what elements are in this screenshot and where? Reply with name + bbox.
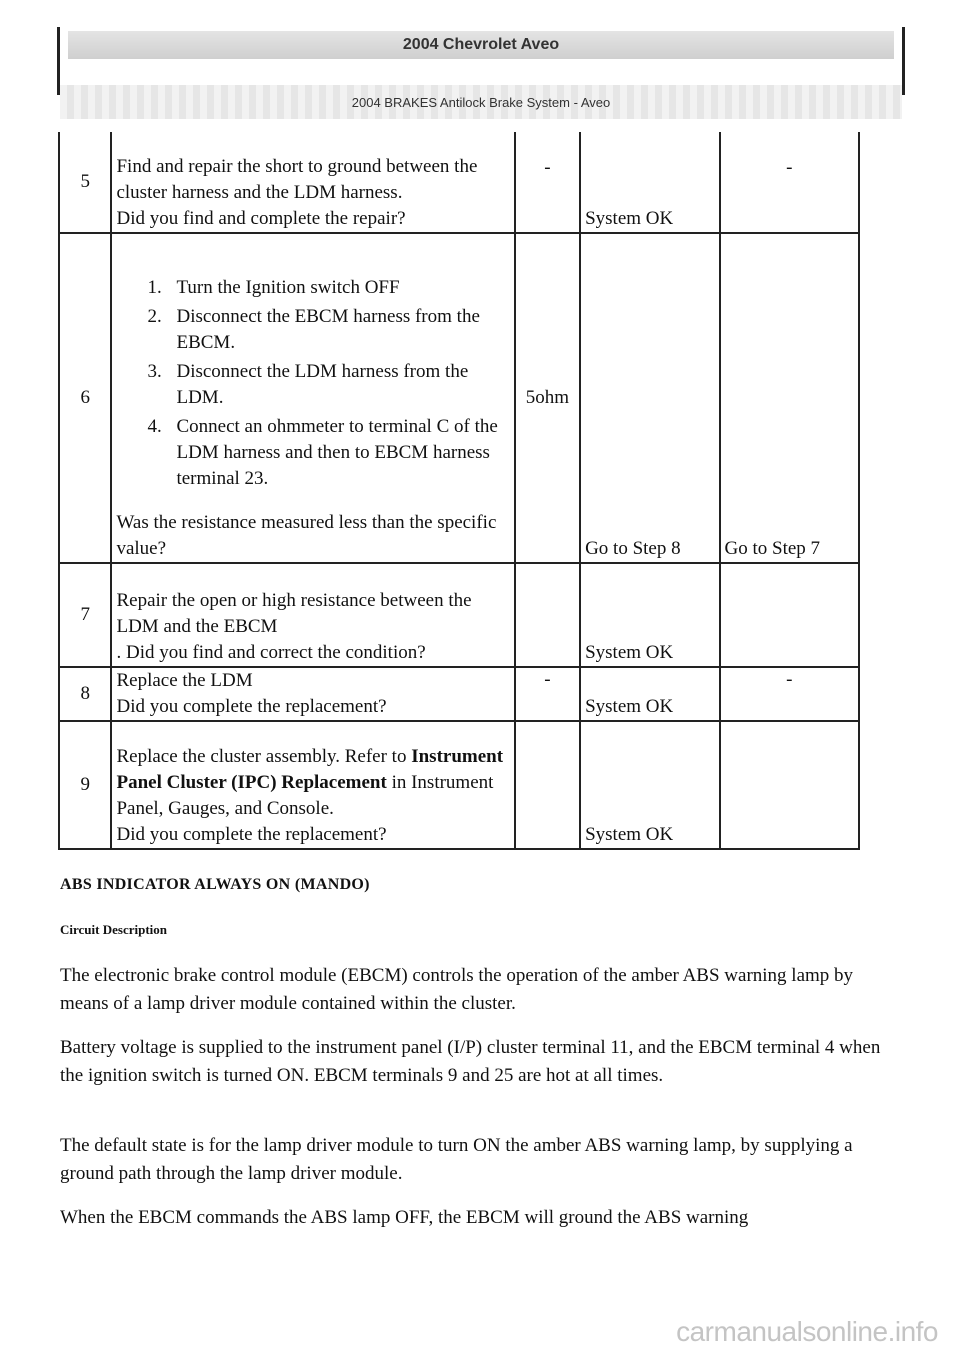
paragraph: When the EBCM commands the ABS lamp OFF, the EBCM will ground the ABS warning (60, 1207, 749, 1228)
list-item: 3. Disconnect the LDM harness from the LDM. (166, 359, 509, 411)
step-yes: System OK (580, 667, 719, 721)
section-subtitle: Circuit Description (60, 922, 167, 937)
step-yes: Go to Step 8 (580, 233, 719, 563)
page-header (57, 27, 905, 110)
list-item: 2. Disconnect the EBCM harness from the EBCM. (166, 304, 509, 356)
step-question: Was the resistance measured less than the specific value? (116, 512, 497, 559)
step-no: Go to Step 7 (720, 233, 859, 563)
step-number: 8 (59, 667, 111, 721)
header-title: 2004 Chevrolet Aveo (68, 31, 894, 59)
paragraph: Battery voltage is supplied to the instrument panel (I/P) cluster terminal 11, and the EBCM terminal 4 when the ignition switch is turned ON. EBCM terminals 9 and 25 are hot at all times. (60, 1037, 881, 1086)
step-number: 9 (59, 721, 111, 849)
step-action (111, 721, 514, 849)
step-number: 5 (59, 132, 111, 233)
step-number: 7 (59, 563, 111, 667)
table-row (59, 563, 859, 667)
table-row (59, 721, 859, 849)
step-no: - (720, 132, 859, 233)
step-action (111, 667, 514, 721)
step-yes: System OK (580, 721, 719, 849)
reference-link[interactable]: Instrument Panel Cluster (IPC) Replacement (116, 746, 504, 793)
action-text: Find and repair the short to ground between the cluster harness and the LDM harness. Did you find and complete the repair? (116, 156, 478, 229)
watermark: carmanualsonline.info (676, 1316, 938, 1347)
step-value: - (515, 667, 580, 721)
step-action (111, 132, 514, 233)
action-text: Replace the cluster assembly. Refer to (116, 746, 412, 767)
step-value: - (515, 132, 580, 233)
list-item: 4. Connect an ohmmeter to terminal C of the LDM harness and then to EBCM harness terminal 23. (166, 414, 509, 492)
paragraph: The default state is for the lamp driver module to turn ON the amber ABS warning lamp, by supplying a ground path through the lamp driver module. (60, 1135, 853, 1184)
step-action (111, 233, 514, 563)
step-number: 6 (59, 233, 111, 563)
table-row (59, 233, 859, 563)
substep-list (116, 275, 509, 492)
action-text: Replace the LDM Did you complete the replacement? (116, 670, 387, 717)
step-yes: System OK (580, 132, 719, 233)
section-title: ABS INDICATOR ALWAYS ON (MANDO) (60, 876, 370, 893)
step-no: - (720, 667, 859, 721)
step-no (720, 721, 859, 849)
step-value: 5ohm (515, 233, 580, 563)
step-value (515, 721, 580, 849)
paragraph: The electronic brake control module (EBCM) controls the operation of the amber ABS warning lamp by means of a lamp driver module contained within the cluster. (60, 965, 854, 1014)
action-text: in Instrument Panel, Gauges, and Console. Did you complete the replacement? (116, 772, 494, 845)
list-item: 1. Turn the Ignition switch OFF (166, 275, 509, 301)
table-row (59, 132, 859, 233)
step-action (111, 563, 514, 667)
step-yes: System OK (580, 563, 719, 667)
header-subtitle: 2004 BRAKES Antilock Brake System - Aveo (60, 85, 902, 119)
step-no (720, 563, 859, 667)
step-value (515, 563, 580, 667)
action-text: Repair the open or high resistance between the LDM and the EBCM . Did you find and correct the condition? (116, 590, 472, 663)
diagnostic-steps-table (58, 132, 860, 850)
table-row (59, 667, 859, 721)
